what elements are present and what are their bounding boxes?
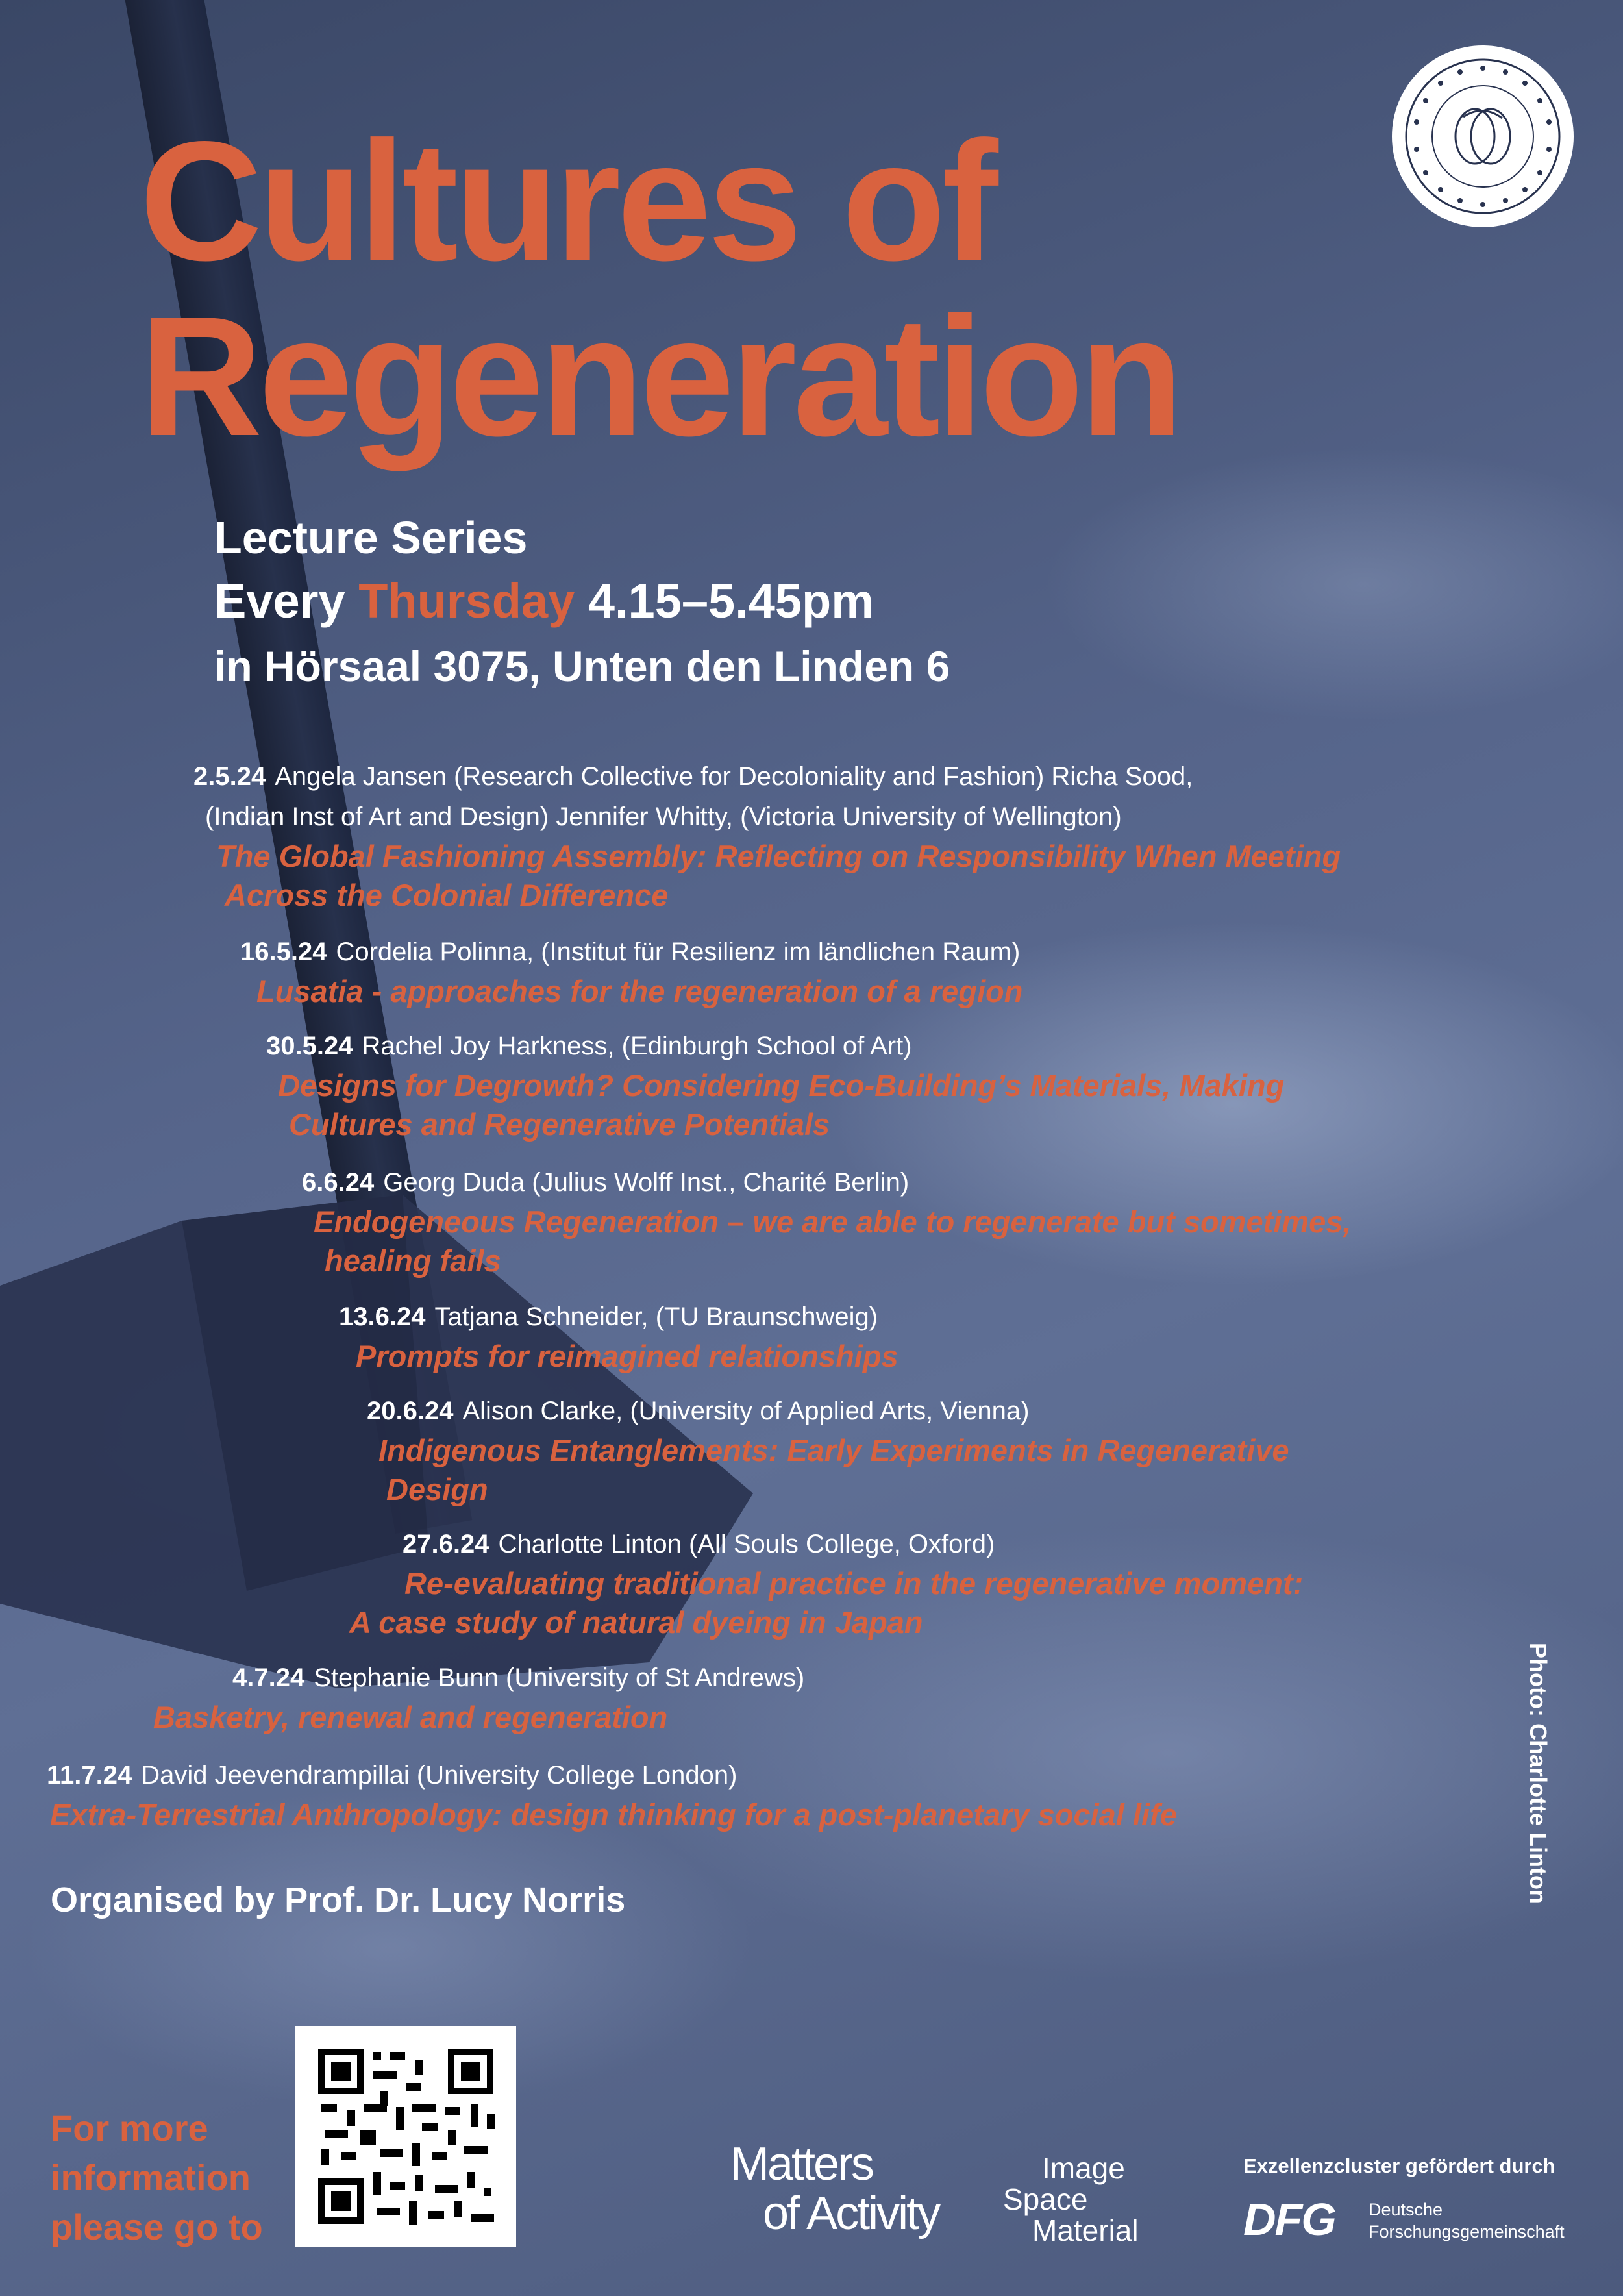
more-info-line: please go to (51, 2206, 263, 2247)
matters-of-activity-logo (730, 2140, 939, 2238)
lecture-item (47, 1755, 1177, 1834)
every-label: Every (214, 574, 345, 628)
title-line-1: Cultures of (140, 106, 995, 296)
lecture-date: 27.6.24 (403, 1530, 489, 1558)
lecture-title: Designs for Degrowth? Considering Eco-Building’s Materials, Making (278, 1068, 1285, 1103)
dfg-name (1369, 2199, 1565, 2243)
lecture-speakers: Rachel Joy Harkness, (Edinburgh School of Art) (362, 1032, 912, 1060)
lecture-item (302, 1162, 1351, 1280)
humboldt-seal-icon (1392, 45, 1574, 227)
lecture-item (240, 932, 1022, 1011)
lecture-title: Lusatia - approaches for the regeneration of a region (256, 974, 1023, 1008)
day-label: Thursday (358, 574, 575, 628)
lecture-item (367, 1391, 1289, 1509)
qr-code-icon (295, 2026, 516, 2247)
series-info (214, 506, 950, 699)
lecture-item (193, 756, 1341, 915)
lecture-date: 30.5.24 (266, 1032, 353, 1060)
moa-line: of Activity (763, 2188, 939, 2240)
ism-line: Material (1032, 2214, 1139, 2247)
page-title (140, 106, 1180, 471)
qr-code[interactable] (295, 2026, 516, 2247)
lecture-date: 16.5.24 (240, 938, 327, 966)
lecture-title-cont: Across the Colonial Difference (225, 878, 669, 912)
schedule-line (214, 569, 950, 634)
lecture-speakers: David Jeevendrampillai (University College London) (141, 1761, 737, 1790)
ism-line: Image (1042, 2151, 1125, 2185)
lecture-speakers-cont: (Indian Inst of Art and Design) Jennifer Whitty, (Victoria University of Wellington) (205, 803, 1122, 831)
lecture-date: 4.7.24 (232, 1664, 305, 1692)
lecture-date: 20.6.24 (367, 1397, 454, 1425)
lecture-title: Indigenous Entanglements: Early Experiments in Regenerative (378, 1433, 1289, 1467)
lecture-date: 6.6.24 (302, 1168, 375, 1197)
lecture-title-cont: Cultures and Regenerative Potentials (289, 1107, 830, 1142)
more-info-line: information (51, 2157, 251, 2198)
lecture-title: Basketry, renewal and regeneration (153, 1700, 668, 1734)
lecture-speakers: Cordelia Polinna, (Institut für Resilienz im ländlichen Raum) (336, 938, 1021, 966)
lecture-title-cont: healing fails (325, 1243, 501, 1278)
lecture-item (266, 1026, 1284, 1144)
lecture-speakers: Stephanie Bunn (University of St Andrews) (314, 1664, 805, 1692)
lecture-date: 2.5.24 (193, 762, 266, 791)
organiser-label: Organised by Prof. Dr. Lucy Norris (51, 1880, 626, 1919)
lecture-speakers: Charlotte Linton (All Souls College, Oxford) (498, 1530, 995, 1558)
time-label: 4.15–5.45pm (588, 574, 874, 628)
funding-note: Exzellenzcluster gefördert durch (1243, 2154, 1555, 2177)
more-info-line: For more (51, 2108, 208, 2149)
lecture-title: The Global Fashioning Assembly: Reflecting on Responsibility When Meeting (216, 839, 1341, 873)
lecture-speakers: Angela Jansen (Research Collective for Decoloniality and Fashion) Richa Sood, (275, 762, 1193, 791)
lecture-title-cont: A case study of natural dyeing in Japan (349, 1605, 923, 1640)
lecture-item (339, 1297, 898, 1376)
moa-line: Matters (730, 2138, 873, 2190)
lecture-speakers: Georg Duda (Julius Wolff Inst., Charité Berlin) (383, 1168, 910, 1197)
dfg-logo: DFG (1243, 2194, 1335, 2245)
lecture-title: Extra-Terrestrial Anthropology: design thinking for a post-planetary social life (50, 1797, 1177, 1832)
humboldt-university-logo (1392, 45, 1574, 227)
photo-credit: Photo: Charlotte Linton (1525, 1643, 1552, 1904)
ism-line: Space (1003, 2182, 1088, 2216)
lecture-date: 11.7.24 (47, 1761, 132, 1790)
location-label: in Hörsaal 3075, Unten den Linden 6 (214, 642, 950, 690)
lecture-item (153, 1658, 805, 1737)
lecture-title: Prompts for reimagined relationships (356, 1339, 898, 1373)
lecture-speakers: Tatjana Schneider, (TU Braunschweig) (434, 1303, 878, 1331)
more-info-label (51, 2104, 263, 2252)
lecture-item (349, 1524, 1304, 1642)
lecture-title-cont: Design (386, 1472, 488, 1506)
dfg-name-line: Deutsche (1369, 2200, 1443, 2219)
series-label: Lecture Series (214, 512, 528, 563)
lecture-speakers: Alison Clarke, (University of Applied Arts, Vienna) (462, 1397, 1030, 1425)
lecture-title: Re-evaluating traditional practice in the regenerative moment: (404, 1566, 1304, 1601)
lecture-title: Endogeneous Regeneration – we are able to regenerate but sometimes, (314, 1204, 1352, 1239)
dfg-name-line: Forschungsgemeinschaft (1369, 2222, 1565, 2241)
lecture-date: 13.6.24 (339, 1303, 426, 1331)
image-space-material-logo (1003, 2152, 1139, 2246)
title-line-2: Regeneration (140, 281, 1180, 471)
